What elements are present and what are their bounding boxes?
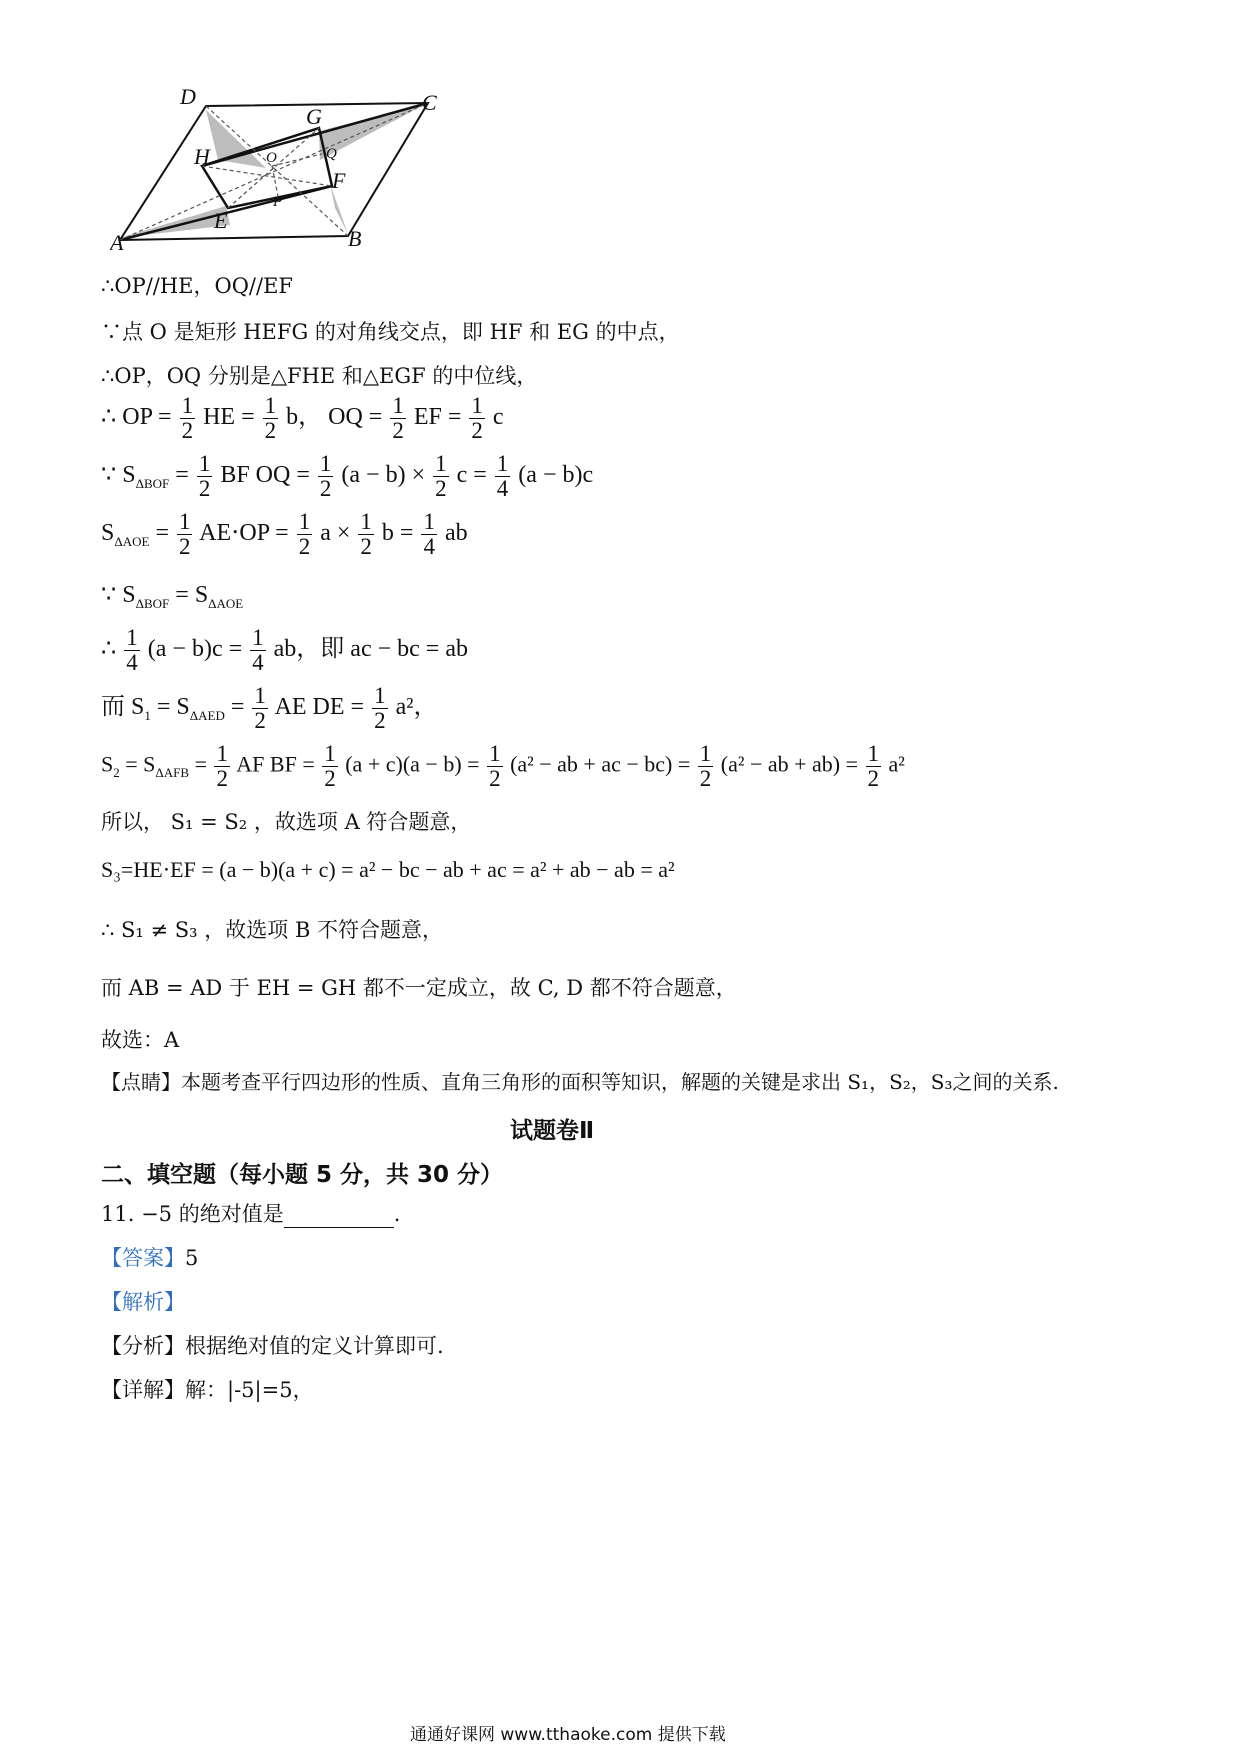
solution-line-3: ∴OP，OQ 分别是△FHE 和△EGF 的中位线， [101, 364, 538, 388]
solution-line-11: 所以， S₁ = S₂ ，故选项 A 符合题意， [101, 810, 472, 834]
solution-line-1: ∴OP//HE，OQ//EF [101, 274, 293, 298]
label-f: F [332, 168, 346, 193]
solution-line-10: $S_2 = S_{\Delta AFB}$ = $\frac{1}{2}$ AF BF = $\frac{1}{2}$ (a + c)(a − b) = $\frac{1}{2}$ (a² − ab + ac − bc) = $\frac{1}{2}$ (a² − ab + ab) = $\frac{1}{2}$ a² [101, 741, 905, 791]
question-11: 11. −5 的绝对值是 . [101, 1202, 401, 1226]
solution-line-4: ∴ OP = $\frac{1}{2}$ HE = $\frac{1}{2}$ b， OQ = $\frac{1}{2}$ EF = $\frac{1}{2}$ c [101, 393, 504, 443]
analysis-label: 【解析】 [101, 1290, 185, 1314]
shaded-triangle-dh [206, 110, 266, 168]
solution-line-14: 而 AB = AD 于 EH = GH 都不一定成立，故 C, D 都不符合题意， [101, 976, 737, 1000]
solution-line-8: ∴ $\frac{1}{4}$ (a − b)c = $\frac{1}{4}$ ab，即 ac − bc = ab [101, 625, 468, 675]
solution-line-13: ∴ S₁ ≠ S₃ ，故选项 B 不符合题意， [101, 918, 444, 942]
label-c: C [422, 90, 437, 115]
paper-title: 试题卷Ⅱ [510, 1118, 595, 1144]
label-b: B [348, 226, 362, 251]
analysis-text: 【分析】根据绝对值的定义计算即可. [101, 1334, 444, 1358]
label-o: O [266, 150, 277, 166]
page-footer: 通通好课网 www.tthaoke.com 提供下载 [410, 1725, 726, 1745]
label-h: H [194, 144, 210, 169]
solution-line-15: 故选：A [101, 1028, 180, 1052]
part-title: 二、填空题（每小题 5 分，共 30 分） [101, 1162, 504, 1188]
solution-line-9: 而 $S_1 = S_{\Delta AED}$ = $\frac{1}{2}$ AE DE = $\frac{1}{2}$ a²， [101, 683, 438, 733]
label-q: Q [326, 146, 337, 162]
label-p: P [273, 194, 283, 210]
detail-text: 【详解】解：|-5|=5， [101, 1378, 314, 1402]
label-d: D [180, 88, 196, 109]
solution-line-12: S₃=HE⋅EF = (a − b)(a + c) = a² − bc − ab + ac = a² + ab − ab = a² [101, 857, 675, 882]
label-g: G [306, 104, 322, 129]
solution-line-6: $S_{\Delta AOE}$ = $\frac{1}{2}$ AE⋅OP = $\frac{1}{2}$ a × $\frac{1}{2}$ b = $\frac{1}{4}$ ab [101, 509, 468, 559]
label-a: A [110, 230, 124, 255]
solution-line-5: ∵ $S_{\Delta BOF}$ = $\frac{1}{2}$ BF OQ = $\frac{1}{2}$ (a − b) × $\frac{1}{2}$ c = $\frac{1}{4}$ (a − b)c [101, 451, 594, 501]
answer-label: 【答案】 [101, 1246, 185, 1270]
answer-blank [284, 1207, 394, 1228]
answer-value: 5 [185, 1246, 199, 1270]
solution-line-7: ∵ $S_{\Delta BOF} = S_{\Delta AOE}$ [101, 582, 244, 611]
solution-line-2: ∵点 O 是矩形 HEFG 的对角线交点，即 HF 和 EG 的中点， [101, 320, 680, 344]
parallelogram-figure [110, 88, 510, 288]
label-e: E [214, 208, 228, 233]
key-point-note: 【点睛】本题考查平行四边形的性质、直角三角形的面积等知识，解题的关键是求出 S₁，S₂，S₃之间的关系. [101, 1070, 1059, 1094]
answer-line [101, 1244, 198, 1272]
